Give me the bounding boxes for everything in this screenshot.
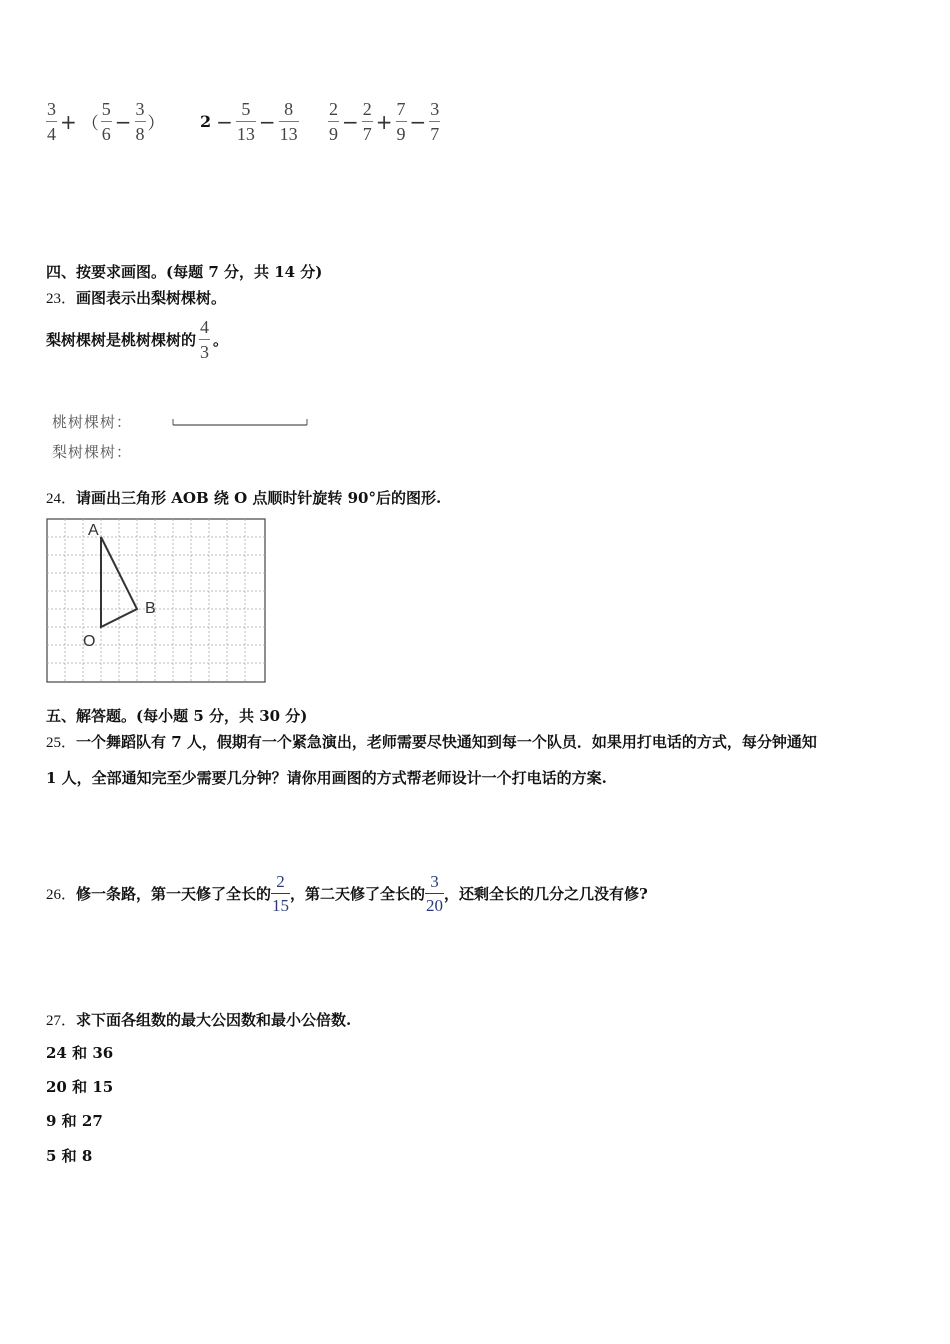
- question-25-line1: 25．一个舞蹈队有 7 人，假期有一个紧急演出，老师需要尽快通知到每一个队员．如果用打电话的方式，每分钟通知: [46, 733, 817, 751]
- question-23: 23．画图表示出梨树棵树。: [46, 289, 227, 307]
- q27-item-3: 9 和 27: [46, 1112, 103, 1130]
- expression-2: 2 − $\frac{5}{13}$ − $\frac{8}{13}$: [200, 99, 298, 144]
- fraction-3-20: $\frac{3}{20}$: [426, 872, 444, 915]
- expression-3: $\frac{2}{9}$ − $\frac{2}{7}$ + $\frac{7}{9}$ − $\frac{3}{7}$: [329, 99, 440, 144]
- fraction-7-9: $\frac{7}{9}$: [396, 99, 406, 144]
- q27-item-4: 5 和 8: [46, 1147, 93, 1165]
- grid-diagram: [46, 518, 266, 684]
- q27-item-2: 20 和 15: [46, 1078, 114, 1096]
- fraction-3-4: $\frac{3}{4}$: [47, 99, 56, 144]
- fraction-2-15: $\frac{2}{15}$: [272, 872, 290, 915]
- fraction-2-9: $\frac{2}{9}$: [329, 99, 338, 144]
- peach-tree-segment: [170, 417, 310, 429]
- fraction-8-13: $\frac{8}{13}$: [279, 99, 298, 144]
- fraction-3-8: $\frac{3}{8}$: [135, 99, 145, 144]
- question-26: 26．修一条路，第一天修了全长的 $\frac{2}{15}$ ，第二天修了全长的 $\frac{3}{20}$ ，还剩全长的几分之几没有修?: [46, 872, 648, 915]
- question-24: 24．请画出三角形 AOB 绕 O 点顺时针旋转 90°后的图形.: [46, 489, 442, 507]
- question-23-statement: 梨树棵树是桃树棵树的 $\frac{4}{3}$ 。: [46, 317, 229, 362]
- fraction-5-13: $\frac{5}{13}$: [236, 99, 255, 144]
- section-5-heading: 五、解答题。(每小题 5 分，共 30 分): [46, 707, 308, 725]
- question-25-line2: 1 人，全部通知完至少需要几分钟？请你用画图的方式帮老师设计一个打电话的方案.: [46, 769, 607, 787]
- fraction-5-6: $\frac{5}{6}$: [101, 99, 111, 144]
- peach-tree-label: 桃树棵树：: [52, 413, 133, 431]
- fraction-2-7: $\frac{2}{7}$: [362, 99, 372, 144]
- label-o: O: [83, 633, 96, 650]
- pear-tree-label: 梨树棵树：: [52, 443, 133, 461]
- q27-item-1: 24 和 36: [46, 1044, 114, 1062]
- question-27: 27．求下面各组数的最大公因数和最小公倍数.: [46, 1011, 352, 1029]
- expression-1: $\frac{3}{4}$ + （ $\frac{5}{6}$ − $\frac{3}{8}$ ）: [47, 99, 165, 144]
- label-b: B: [145, 600, 156, 617]
- section-4-heading: 四、按要求画图。(每题 7 分，共 14 分): [46, 263, 323, 281]
- fraction-4-3: $\frac{4}{3}$: [200, 317, 210, 362]
- fraction-3-7: $\frac{3}{7}$: [430, 99, 440, 144]
- label-a: A: [88, 522, 99, 539]
